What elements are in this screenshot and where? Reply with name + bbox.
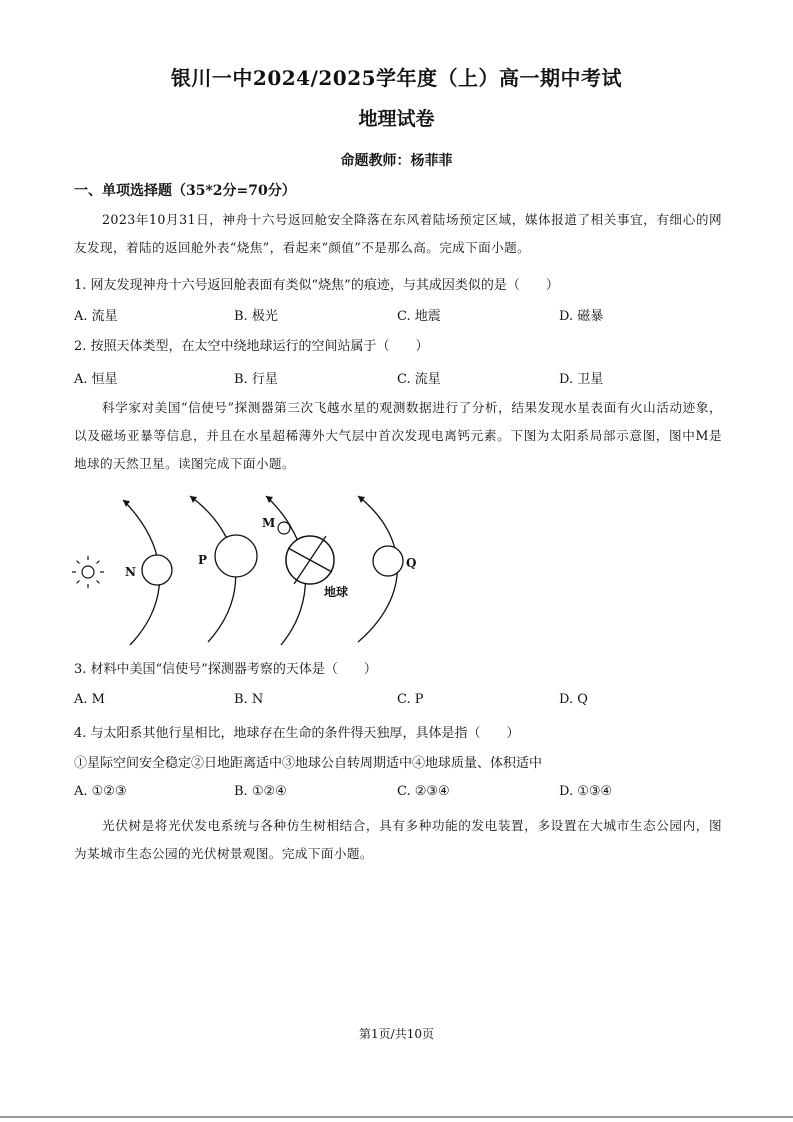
question-2-option-d: D. 卫星: [559, 372, 604, 387]
page-number: 第1页/共10页: [359, 1027, 434, 1041]
question-3-stem: 3. 材料中美国“信使号”探测器考察的天体是（ ）: [74, 662, 377, 677]
moon-m: [278, 522, 290, 534]
question-2-stem: 2. 按照天体类型，在太空中绕地球运行的空间站属于（ ）: [74, 339, 429, 354]
passage-3: 光伏树是将光伏发电系统与各种仿生树相结合，具有多种功能的发电装置，多设置在大城市生态公园内，图为某城市生态公园的光伏树景观图。完成下面小题。: [74, 818, 722, 861]
label-p: P: [198, 553, 208, 567]
planet-earth: [286, 536, 334, 584]
question-3-option-d: D. Q: [559, 692, 588, 707]
question-4-stem: 4. 与太阳系其他行星相比，地球存在生命的条件得天独厚，具体是指（ ）: [74, 726, 520, 741]
question-2-option-a: A. 恒星: [74, 372, 118, 387]
question-3-option-b: B. N: [234, 692, 264, 707]
passage-1: 2023年10月31日，神舟十六号返回舱安全降落在东风着陆场预定区域，媒体报道了相关事宜，有细心的网友发现，着陆的返回舱外表“烧焦”，看起来“颜值”不是那么高。完成下面小题。: [74, 212, 722, 255]
exam-teacher: 命题教师：杨菲菲: [340, 153, 453, 169]
bottom-divider: [0, 1116, 793, 1118]
question-2-option-b: B. 行星: [234, 372, 278, 387]
exam-title: 银川一中2024/2025学年度（上）高一期中考试: [170, 66, 623, 90]
question-4-option-c: C. ②③④: [397, 784, 450, 799]
solar-system-diagram: [68, 490, 428, 650]
label-n: N: [125, 565, 136, 579]
question-1-stem: 1. 网友发现神舟十六号返回舱表面有类似“烧焦”的痕迹，与其成因类似的是（ ）: [74, 278, 559, 293]
question-3-option-c: C. P: [397, 692, 424, 707]
sun-icon: [72, 556, 104, 588]
planet-q: [373, 546, 403, 576]
passage-2: 科学家对美国“信使号”探测器第三次飞越水星的观测数据进行了分析，结果发现水星表面有火山活动迹象，以及磁场亚暴等信息，并且在水星超稀薄外大气层中首次发现电离钙元素。下图为太阳系局部示意图，图中M是地球的天然卫星。读图完成下面小题。: [74, 400, 722, 471]
label-m: M: [262, 516, 276, 530]
question-1-option-c: C. 地震: [397, 309, 441, 324]
question-1-option-a: A. 流星: [74, 309, 118, 324]
orbit-arrowheads: [123, 496, 365, 507]
question-4-option-a: A. ①②③: [74, 784, 127, 799]
question-4-option-b: B. ①②④: [234, 784, 287, 799]
question-4-conditions: ①星际空间安全稳定②日地距离适中③地球公自转周期适中④地球质量、体积适中: [74, 756, 543, 771]
label-q: Q: [406, 556, 417, 570]
planet-n: [142, 555, 172, 585]
question-1-option-d: D. 磁暴: [559, 309, 604, 324]
question-3-option-a: A. M: [74, 692, 105, 707]
question-2-option-c: C. 流星: [397, 372, 441, 387]
question-1-option-b: B. 极光: [234, 309, 278, 324]
section-heading: 一、单项选择题（35*2分=70分）: [74, 183, 296, 199]
label-earth: 地球: [324, 585, 349, 599]
exam-subject: 地理试卷: [358, 108, 435, 130]
planet-p: [215, 535, 257, 577]
question-4-option-d: D. ①③④: [559, 784, 613, 799]
